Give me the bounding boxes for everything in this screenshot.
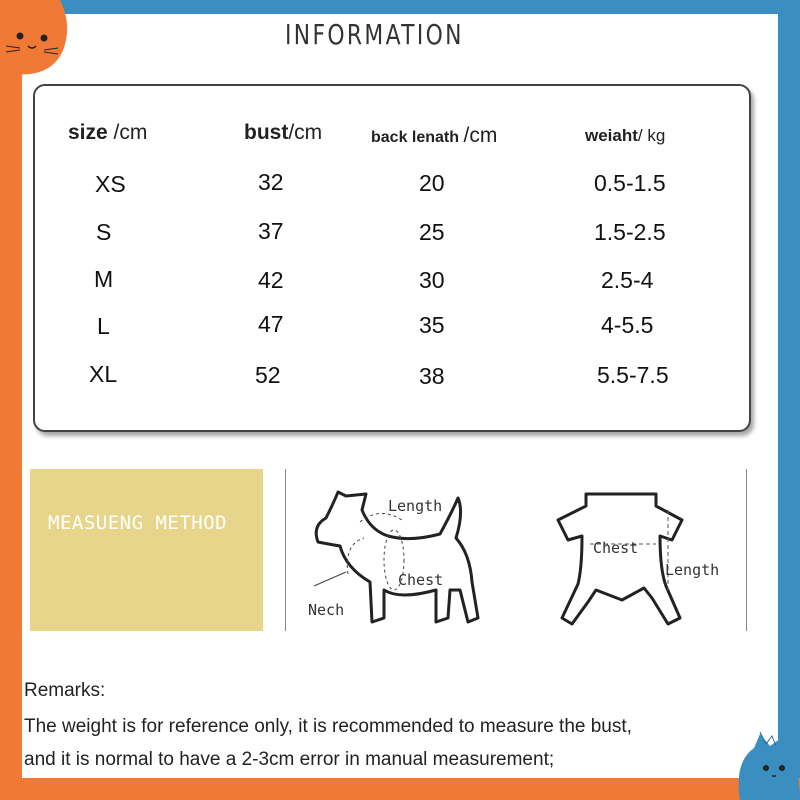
cell-size: L: [97, 313, 110, 339]
cell-size: XL: [89, 361, 118, 387]
cell-back-length: 35: [419, 312, 445, 338]
cell-weight: 2.5-4: [601, 267, 654, 293]
cell-weight: 1.5-2.5: [594, 219, 666, 245]
cell-bust: 47: [258, 311, 284, 337]
cell-size: M: [94, 266, 114, 292]
dog-chest-label: Chest: [398, 571, 444, 589]
cell-bust: 37: [258, 218, 284, 244]
measuring-method-label: MEASUENG METHOD: [48, 512, 228, 534]
dog-length-label: Length: [388, 497, 443, 515]
remarks-heading: Remarks:: [24, 680, 106, 701]
header-weight-unit: / kg: [637, 126, 666, 145]
remarks-line-1: The weight is for reference only, it is recommended to measure the bust,: [24, 716, 632, 737]
header-bust-unit: /cm: [288, 121, 323, 144]
header-weight: [585, 126, 665, 146]
dog-neck-label: Nech: [308, 601, 345, 619]
cell-weight: 5.5-7.5: [597, 362, 669, 388]
cell-back-length: 30: [419, 267, 445, 293]
header-weight-label: weiaht: [585, 126, 638, 145]
cat-icon-top-left: [0, 0, 70, 78]
cell-size: S: [96, 219, 112, 245]
cell-weight: 4-5.5: [601, 312, 654, 338]
header-back-length: [371, 124, 497, 148]
page-title: INFORMATION: [285, 18, 464, 51]
cell-bust: 42: [258, 267, 284, 293]
cell-back-length: 38: [419, 363, 445, 389]
header-size-label: size: [68, 121, 108, 144]
bottom-orange-frame: [0, 778, 800, 800]
cell-back-length: 20: [419, 170, 445, 196]
cell-weight: 0.5-1.5: [594, 170, 666, 196]
cell-size: XS: [95, 171, 126, 197]
cell-bust: 32: [258, 169, 284, 195]
measuring-method-panel: [30, 469, 263, 631]
garment-length-label: Length: [665, 561, 720, 579]
divider: [285, 469, 286, 631]
cell-back-length: 25: [419, 219, 445, 245]
divider: [746, 469, 747, 631]
cell-bust: 52: [255, 362, 281, 388]
left-orange-frame: [0, 0, 22, 800]
header-size-unit: /cm: [113, 121, 148, 144]
header-back-length-label: back lenath: [371, 129, 460, 146]
header-size: [68, 121, 147, 145]
garment-chest-label: Chest: [593, 539, 639, 557]
header-bust-label: bust: [244, 121, 289, 144]
header-bust: [244, 121, 322, 145]
remarks-line-2: and it is normal to have a 2-3cm error in manual measurement;: [24, 749, 555, 770]
header-back-length-unit: /cm: [463, 124, 498, 147]
cat-icon-bottom-right: [730, 722, 800, 800]
right-blue-frame: [778, 0, 800, 800]
